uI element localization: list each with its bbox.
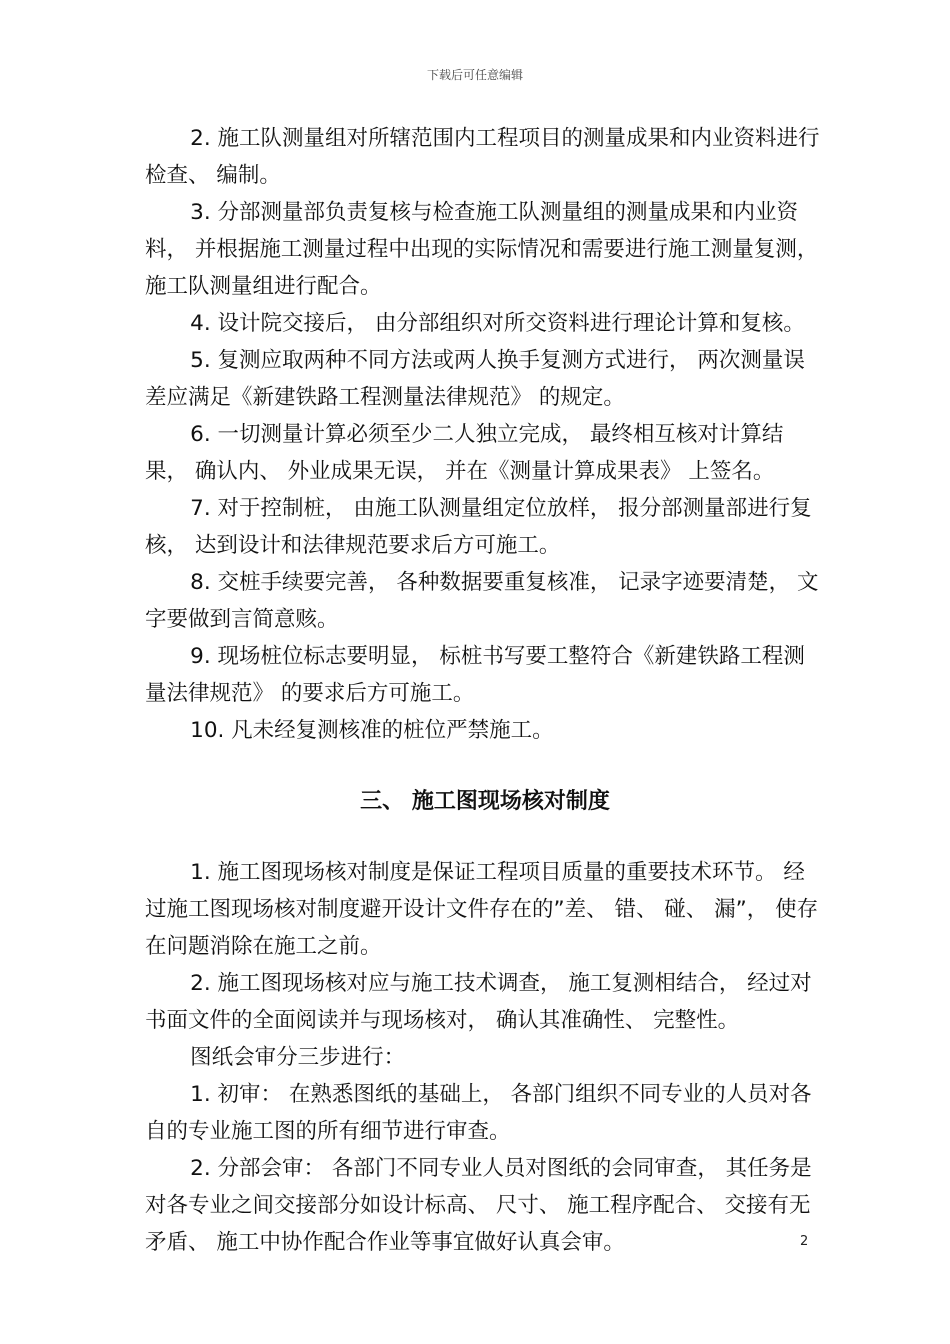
- paragraph-item-5: 5. 复测应取两种不同方法或两人换手复测方式进行， 两次测量误差应满足《新建铁路工程测量法律规范》 的规定。: [145, 348, 805, 410]
- section3-paragraph-review-steps: 图纸会审分三步进行：: [190, 1045, 406, 1070]
- paragraph-item-3: 3. 分部测量部负责复核与检查施工队测量组的测量成果和内业资料， 并根据施工测量过程中出现的实际情况和需要进行施工测量复测， 施工队测量组进行配合。: [145, 200, 819, 299]
- paragraph-item-6: 6. 一切测量计算必须至少二人独立完成， 最终相互核对计算结果， 确认内、 外业成果无误， 并在《测量计算成果表》 上签名。: [145, 422, 784, 484]
- section3-paragraph-initial-review: 1. 初审： 在熟悉图纸的基础上， 各部门组织不同专业的人员对各自的专业施工图的所有细节进行审查。: [145, 1082, 812, 1144]
- paragraph-item-8: 8. 交桩手续要完善， 各种数据要重复核准， 记录字迹要清楚， 文字要做到言简意赅。: [145, 570, 819, 632]
- section-heading: 三、 施工图现场核对制度: [360, 789, 610, 814]
- paragraph-item-4: 4. 设计院交接后， 由分部组织对所交资料进行理论计算和复核。: [190, 311, 805, 336]
- paragraph-item-10: 10. 凡未经复测核准的桩位严禁施工。: [190, 718, 554, 743]
- paragraph-item-7: 7. 对于控制桩， 由施工队测量组定位放样， 报分部测量部进行复核， 达到设计和法律规范要求后方可施工。: [145, 496, 812, 558]
- page-header: 下载后可任意编辑: [426, 68, 523, 82]
- document-body: [145, 120, 825, 1261]
- section3-paragraph-joint-review: 2. 分部会审： 各部门不同专业人员对图纸的会同审查， 其任务是对各专业之间交接部分如设计标高、 尺寸、 施工程序配合、 交接有无矛盾、 施工中协作配合作业等事宜做好认真会审。: [145, 1156, 812, 1255]
- page-number: 2: [800, 1234, 809, 1249]
- paragraph-item-2: 2. 施工队测量组对所辖范围内工程项目的测量成果和内业资料进行检查、 编制。: [145, 126, 820, 188]
- paragraph-item-9: 9. 现场桩位标志要明显， 标桩书写要工整符合《新建铁路工程测量法律规范》 的要求后方可施工。: [145, 644, 805, 706]
- section3-paragraph-1: 1. 施工图现场核对制度是保证工程项目质量的重要技术环节。 经过施工图现场核对制度避开设计文件存在的”差、 错、 碰、 漏”， 使存在问题消除在施工之前。: [145, 860, 819, 959]
- section3-paragraph-2: 2. 施工图现场核对应与施工技术调查， 施工复测相结合， 经过对书面文件的全面阅读并与现场核对， 确认其准确性、 完整性。: [145, 971, 812, 1033]
